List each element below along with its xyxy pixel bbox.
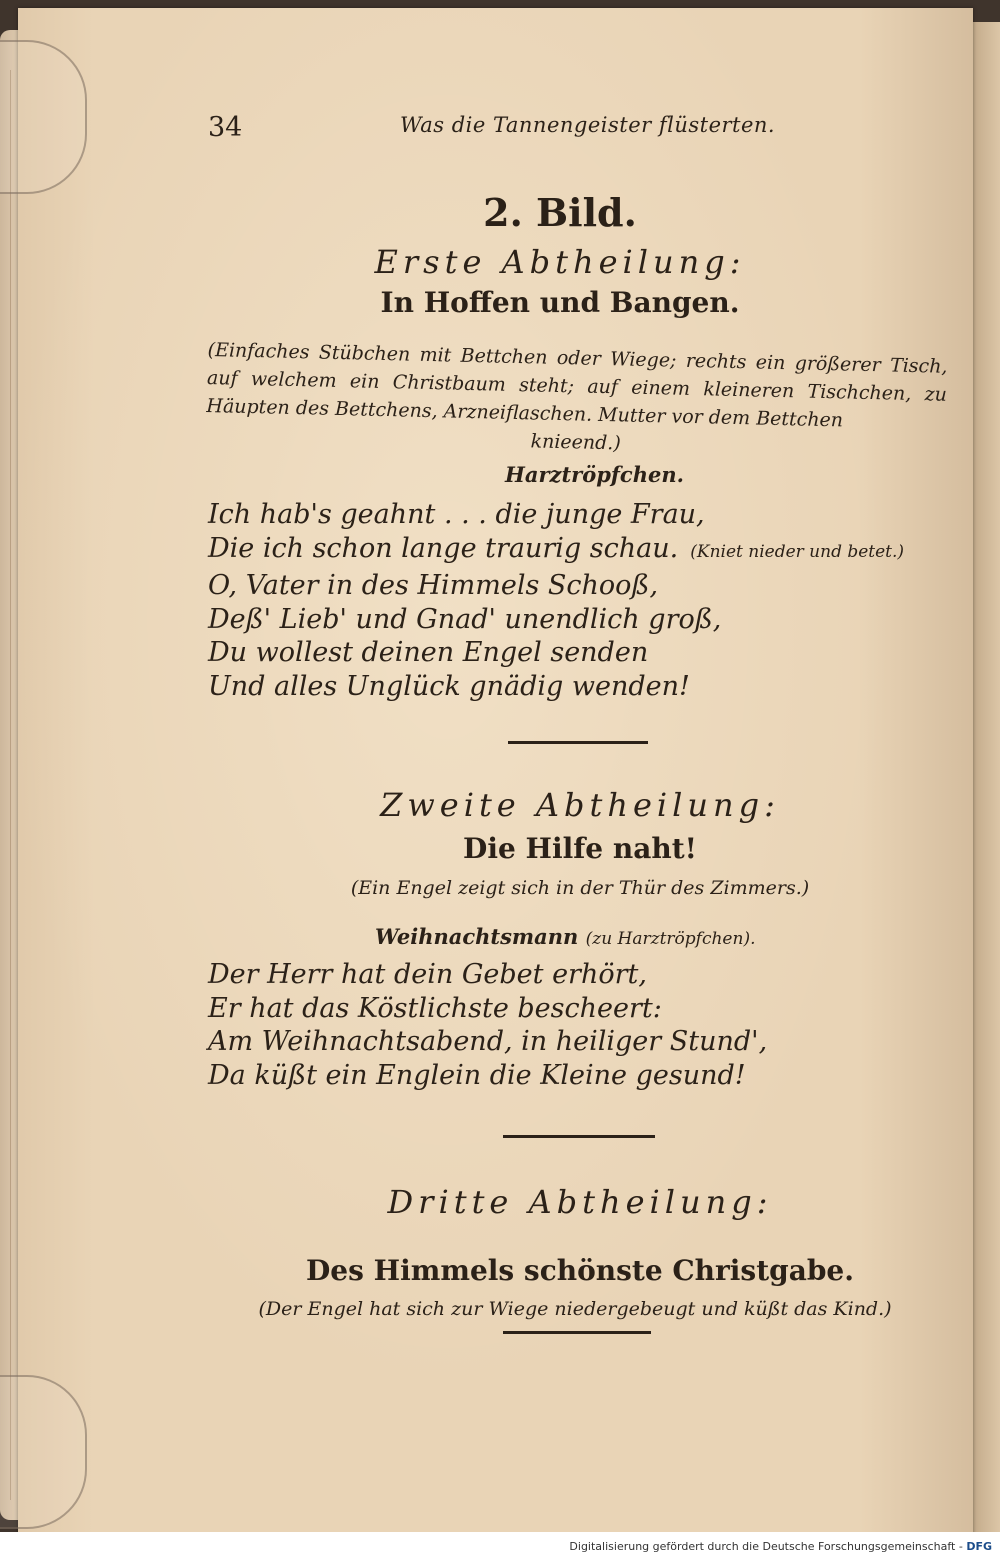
part1-subtitle: In Hoffen und Bangen. [380, 286, 740, 319]
part3-heading: Dritte Abtheilung: [387, 1183, 773, 1221]
page-clip-top [0, 40, 87, 194]
part1-stage-direction [205, 336, 947, 465]
part3-subtitle: Des Himmels schönste Christgabe. [306, 1254, 854, 1287]
part2-stage-direction: (Ein Engel zeigt sich in der Thür des Zimmers.) [350, 877, 810, 899]
verse-line: Die ich schon lange traurig schau. [208, 532, 679, 564]
page-number: 34 [208, 112, 243, 143]
part1-stage-direction-end: knieend.) [530, 430, 621, 455]
verse-line: Deß' Lieb' und Gnad' unendlich groß, [208, 603, 722, 635]
part2-speaker-line [375, 924, 755, 949]
verse-line: Da küßt ein Englein die Kleine gesund! [208, 1059, 746, 1091]
part3-stage-direction: (Der Engel hat sich zur Wiege niedergebeugt und küßt das Kind.) [258, 1298, 892, 1320]
part2-speaker: Weihnachtsmann [375, 924, 579, 949]
dfg-logo: DFG [966, 1540, 992, 1553]
part2-heading: Zweite Abtheilung: [380, 786, 780, 824]
part1-speaker: Harztröpfchen. [505, 462, 684, 487]
part1-verses [208, 498, 904, 703]
verse-line: Am Weihnachtsabend, in heiliger Stund', [208, 1026, 768, 1057]
verse-line-with-note [208, 532, 904, 570]
part1-heading: Erste Abtheilung: [374, 243, 746, 281]
part2-subtitle: Die Hilfe naht! [463, 832, 697, 865]
section-divider [503, 1135, 655, 1138]
part2-verses [208, 958, 767, 1092]
verse-line: O, Vater in des Himmels Schooß, [208, 570, 659, 601]
part1-stage-direction-text: (Einfaches Stübchen mit Bettchen oder Wiege; rechts ein größerer Tisch, auf welchem ein Christbaum steht; auf einem kleineren Tischchen, zu Häupten des Bettchens, Arzneiflaschen. Mutter vor dem Bettchen [206, 338, 948, 432]
section-divider [503, 1331, 651, 1334]
running-title: Was die Tannengeister flüsterten. [400, 113, 776, 137]
verse-line: Er hat das Köstlichste bescheert: [208, 992, 662, 1024]
adjacent-page-fragment [976, 312, 996, 328]
verse-stage-note: (Kniet nieder und betet.) [690, 541, 905, 562]
verse-line: Ich hab's geahnt . . . die junge Frau, [208, 499, 705, 530]
verse-line: Und alles Unglück gnädig wenden! [208, 670, 690, 702]
page-clip-bottom [0, 1375, 87, 1529]
section-divider [508, 741, 648, 744]
part2-speaker-note: (zu Harztröpfchen). [585, 929, 756, 949]
verse-line: Der Herr hat dein Gebet erhört, [208, 959, 647, 990]
scene-title: 2. Bild. [483, 190, 637, 235]
verse-line: Du wollest deinen Engel senden [208, 637, 649, 668]
footer-credit-text: Digitalisierung gefördert durch die Deutsche Forschungsgemeinschaft - [569, 1540, 963, 1553]
footer-credit [569, 1540, 992, 1553]
